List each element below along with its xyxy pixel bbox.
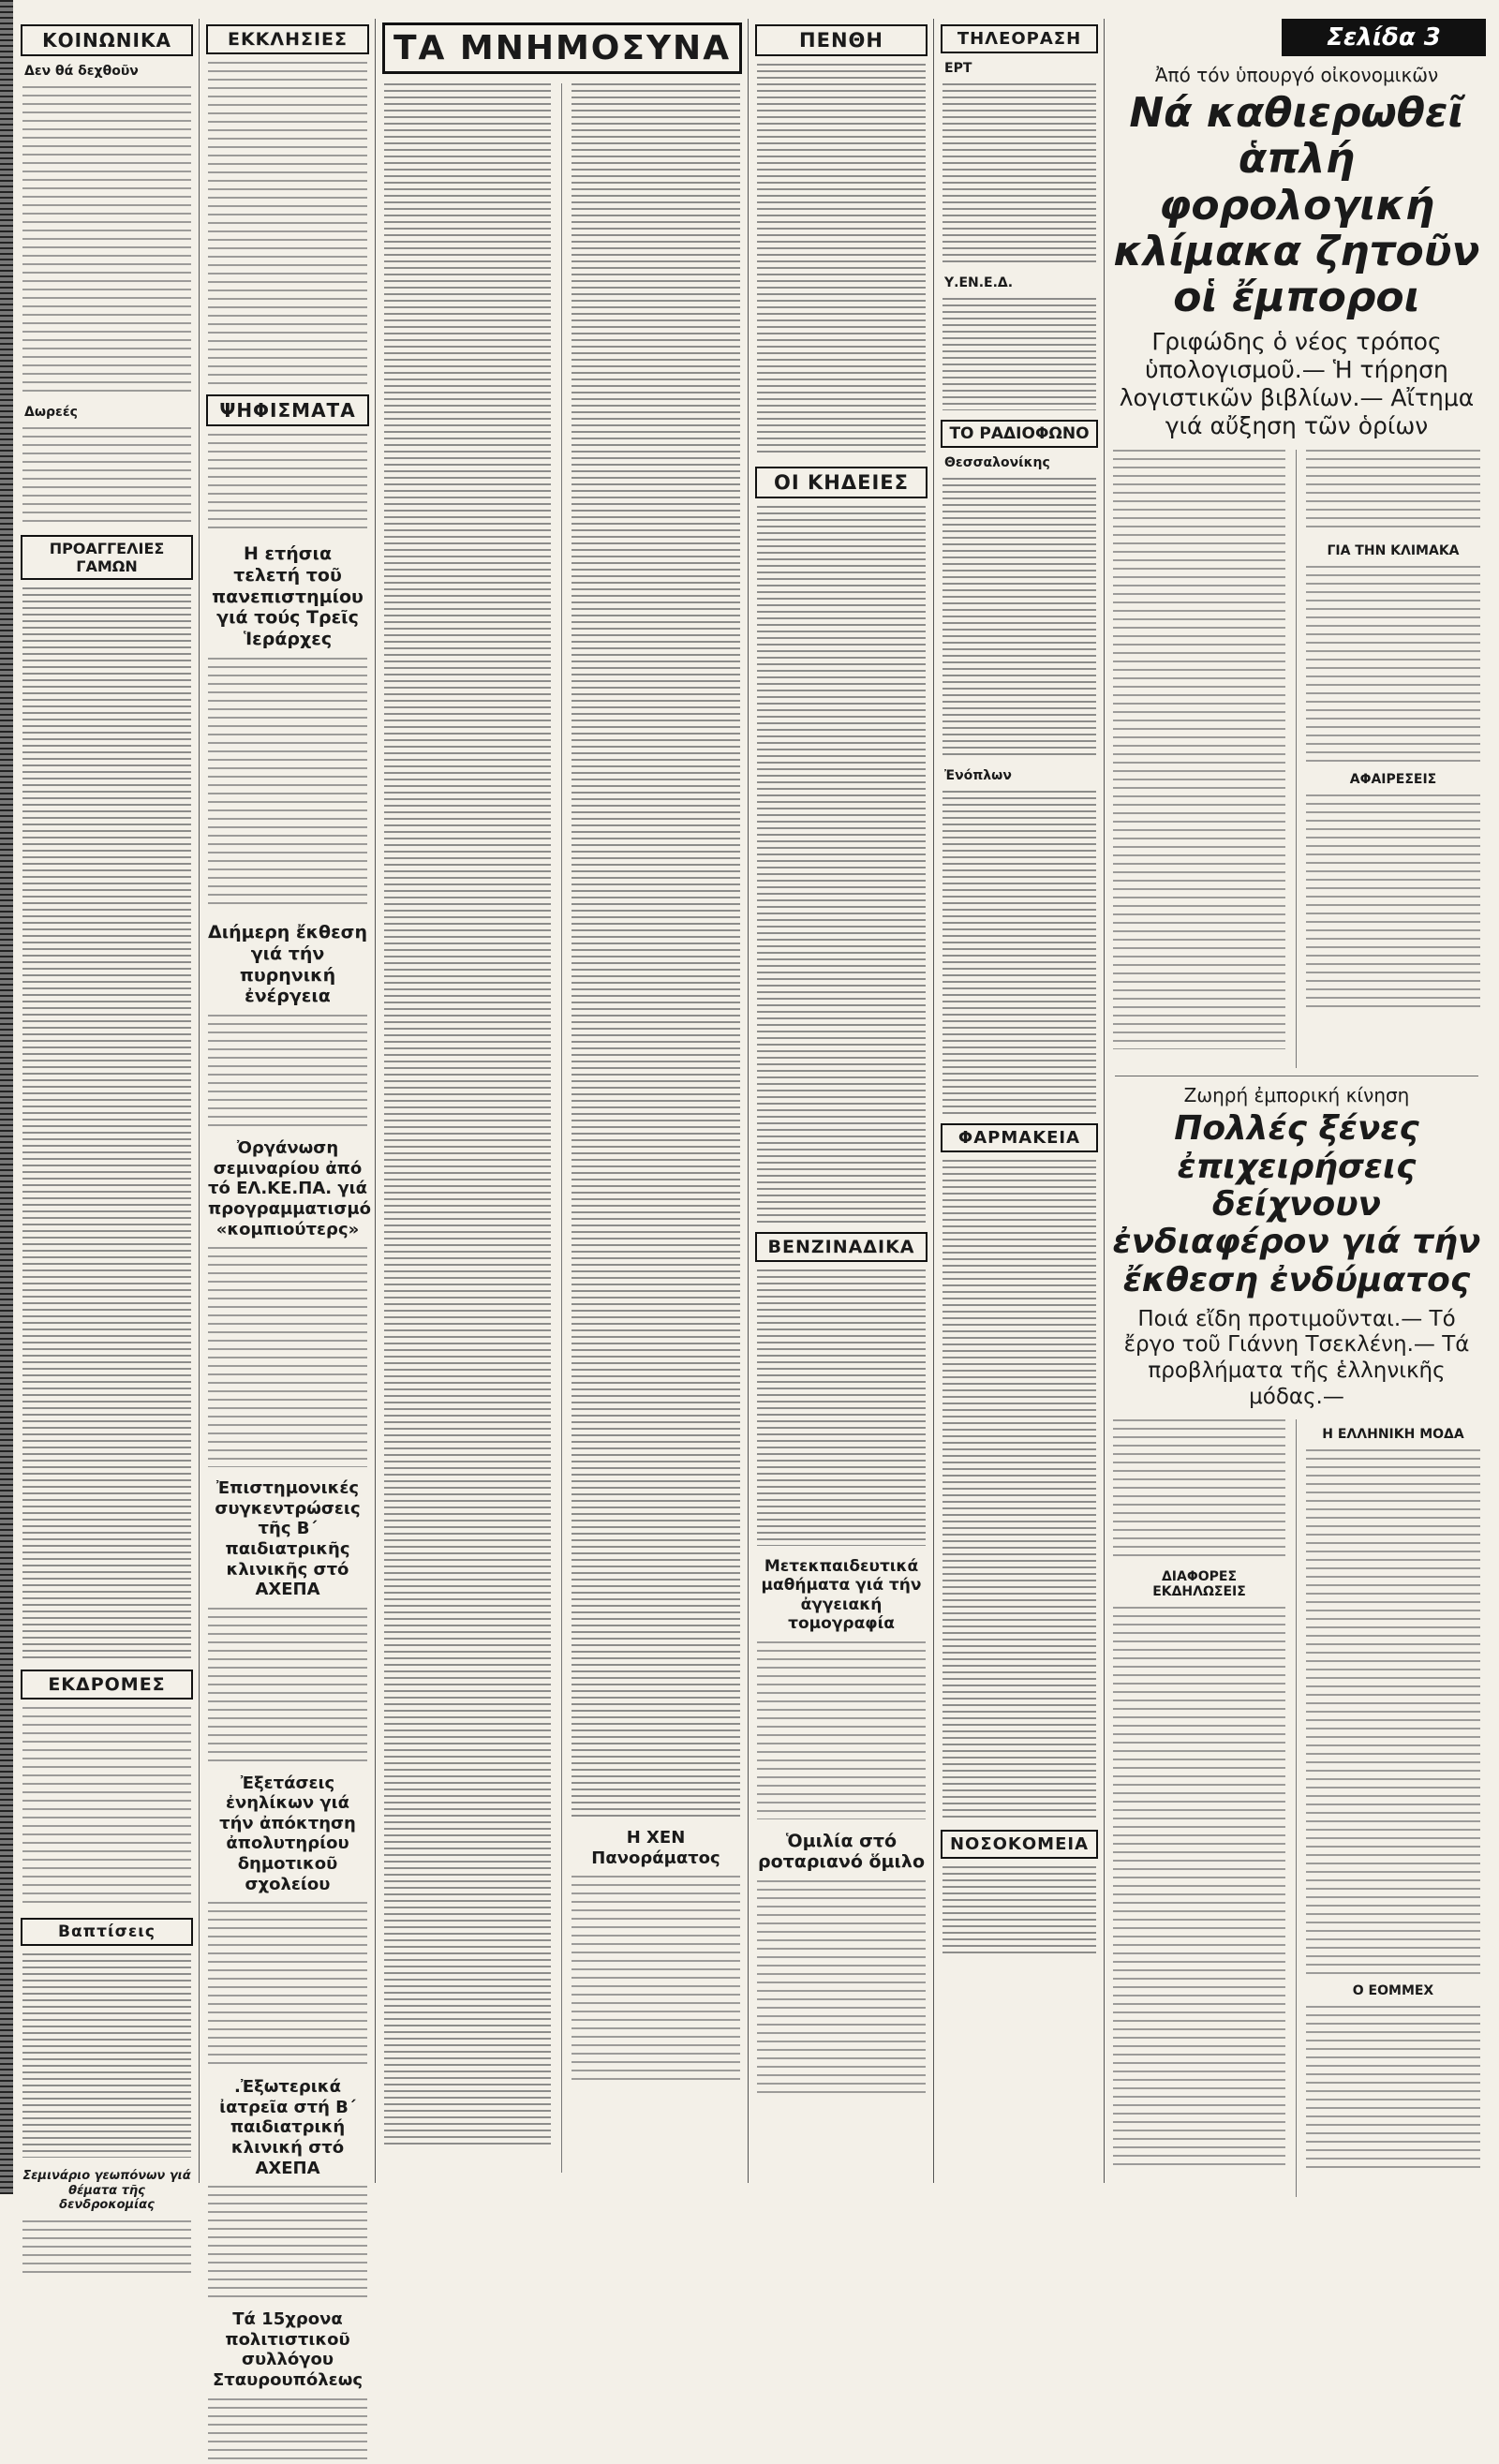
body-text — [208, 1902, 367, 2066]
section-subheading: Διήμερη ἔκθεση γιά τήν πυρηνική ἐνέργεια — [208, 921, 367, 1007]
body-text — [942, 1866, 1096, 1955]
body-text — [942, 1160, 1096, 1820]
column-divider — [1296, 1419, 1297, 2197]
body-text — [208, 434, 367, 532]
section-heading: ΦΑΡΜΑΚΕΙΑ — [941, 1123, 1098, 1152]
body-text — [1113, 450, 1285, 1049]
body-text — [384, 83, 551, 2145]
section-heading: ΒΕΝΖΙΝΑΔΙΚΑ — [755, 1232, 928, 1262]
column-divider — [1296, 450, 1297, 1068]
column-2 — [200, 19, 376, 2391]
body-text — [22, 1707, 191, 1908]
body-text — [942, 791, 1096, 1114]
story-subheading: Ο ΕΟΜΜΕΧ — [1352, 1983, 1434, 1999]
column-3 — [377, 19, 749, 2183]
section-subheading: Η ΧΕΝ Πανοράματος — [591, 1828, 720, 1868]
body-text — [757, 1641, 926, 1819]
adjacent-page-edge — [0, 0, 13, 2194]
section-subheading: Ἐξετάσεις ἐνηλίκων γιά τήν ἀπόκτηση ἀπολυτηρίου δημοτικοῦ σχολείου — [219, 1773, 356, 1894]
section-subheading: Ἐνόπλων — [944, 768, 1012, 783]
section-heading: ΝΟΣΟΚΟΜΕΙΑ — [941, 1830, 1098, 1859]
body-text — [1306, 794, 1480, 1010]
right-stories — [1106, 19, 1488, 2183]
body-text — [757, 64, 926, 457]
column-4 — [750, 19, 934, 2183]
body-text — [942, 83, 1096, 266]
section-heading: ΕΚΔΡΟΜΕΣ — [21, 1670, 193, 1700]
story-subheading: ΓΙΑ ΤΗΝ ΚΛΙΜΑΚΑ — [1327, 543, 1460, 559]
section-subheading: Δεν θά δεχθοῦν — [24, 64, 139, 79]
section-heading: ΠΡΟΑΓΓΕΛΙΕΣ ΓΑΜΩΝ — [21, 535, 193, 580]
section-heading: ΨΗΦΙΣΜΑΤΑ — [206, 394, 369, 426]
page-number-label: Σελίδα 3 — [1282, 19, 1486, 56]
body-text — [22, 2220, 191, 2277]
body-text — [571, 1876, 740, 2082]
story-deck: Γριφώδης ὁ νέος τρόπος ὑπολογισμοῦ.— Ἡ τήρηση λογιστικῶν βιβλίων.— Αἴτημα γιά αὔξηση τῶν ὁρίων — [1119, 328, 1475, 440]
body-text — [208, 1608, 367, 1762]
body-text — [757, 506, 926, 1223]
body-text — [208, 1015, 367, 1127]
body-text — [208, 2398, 367, 2464]
body-text — [208, 658, 367, 911]
section-subheading: Ἐπιστημονικές συγκεντρώσεις τῆς Β΄ παιδιατρικῆς κλινικῆς στό ΑΧΕΠΑ — [215, 1478, 361, 1600]
body-text — [1306, 1449, 1480, 1974]
body-text — [757, 1880, 926, 2096]
body-text — [22, 427, 191, 526]
section-subheading: Ὁμιλία στό ροταριανό ὅμιλο — [757, 1830, 925, 1873]
section-heading: ΕΚΚΛΗΣΙΕΣ — [206, 24, 369, 54]
story-subheading: ΔΙΑΦΟΡΕΣ ΕΚΔΗΛΩΣΕΙΣ — [1152, 1569, 1246, 1600]
section-subheading: Η ετήσια τελετή τοῦ πανεπιστημίου γιά τούς Τρεῖς Ἱεράρχες — [212, 543, 364, 650]
body-text — [757, 1269, 926, 1546]
column-5 — [935, 19, 1105, 2183]
story-kicker: Ζωηρή ἐμπορική κίνηση — [1183, 1084, 1410, 1107]
section-subheading: Ὀργάνωση σεμιναρίου ἀπό τό ΕΛ.ΚΕ.ΠΑ. γιά προγραμματισμό «κομπιούτερς» — [208, 1138, 371, 1239]
section-subheading: Τά 15χρονα πολιτιστικοῦ συλλόγου Σταυρουπόλεως — [212, 2309, 364, 2391]
section-subheading: Θεσσαλονίκης — [944, 455, 1050, 470]
body-text — [22, 1953, 191, 2158]
body-text — [1306, 450, 1480, 534]
body-text — [208, 62, 367, 385]
section-heading: Βαπτίσεις — [21, 1918, 193, 1946]
story-headline: Πολλές ξένες ἐπιχειρήσεις δείχνουν ἐνδιαφέρον γιά τήν ἔκθεση ἐνδύματος — [1112, 1109, 1481, 1299]
body-text — [942, 478, 1096, 759]
body-text — [571, 83, 740, 1817]
column-1 — [15, 19, 200, 2213]
story-subheading: Η ΕΛΛΗΝΙΚΗ ΜΟΔΑ — [1322, 1427, 1464, 1443]
section-subheading: Δωρεές — [24, 405, 78, 420]
body-text — [1306, 2006, 1480, 2175]
section-heading: ΚΟΙΝΩΝΙΚΑ — [21, 24, 193, 56]
section-heading: ΤΑ ΜΝΗΜΟΣΥΝΑ — [382, 22, 742, 74]
column-divider — [561, 83, 562, 2173]
body-text — [208, 1247, 367, 1467]
section-heading: ΟΙ ΚΗΔΕΙΕΣ — [755, 467, 928, 498]
section-subheading: ΕΡΤ — [944, 61, 972, 76]
body-text — [22, 86, 191, 395]
section-subheading: Μετεκπαιδευτικά μαθήματα γιά τήν ἀγγειακή τομογραφία — [761, 1557, 922, 1634]
body-text — [208, 2186, 367, 2298]
body-text — [1306, 566, 1480, 763]
section-subheading: Σεμινάριο γεωπόνων γιά θέματα τῆς δενδροκομίας — [22, 2169, 191, 2213]
story-headline: Νά καθιερωθεῖ ἁπλή φορολογική κλίμακα ζητοῦν οἱ ἔμποροι — [1113, 89, 1480, 322]
story-deck: Ποιά εἴδη προτιμοῦνται.— Τό ἔργο τοῦ Γιάννη Τσεκλένη.— Τά προβλήματα τῆς ἑλληνικῆς μόδας.— — [1123, 1306, 1470, 1409]
section-heading: ΤΗΛΕΟΡΑΣΗ — [941, 24, 1098, 53]
section-subheading: Υ.ΕΝ.Ε.Δ. — [944, 275, 1014, 290]
body-text — [942, 298, 1096, 410]
body-text — [1113, 1419, 1285, 1560]
section-subheading: .Ἐξωτερικά ἰατρεῖα στή Β΄ παιδιατρική κλινική στό ΑΧΕΠΑ — [219, 2077, 356, 2178]
section-heading: ΤΟ ΡΑΔΙΟΦΩΝΟ — [941, 420, 1098, 448]
story-subheading: ΑΦΑΙΡΕΣΕΙΣ — [1349, 772, 1437, 788]
story-kicker: Ἀπό τόν ὑπουργό οἰκονομικῶν — [1154, 64, 1439, 86]
section-heading: ΠΕΝΘΗ — [755, 24, 928, 56]
body-text — [1113, 1607, 1285, 2169]
body-text — [22, 587, 191, 1660]
